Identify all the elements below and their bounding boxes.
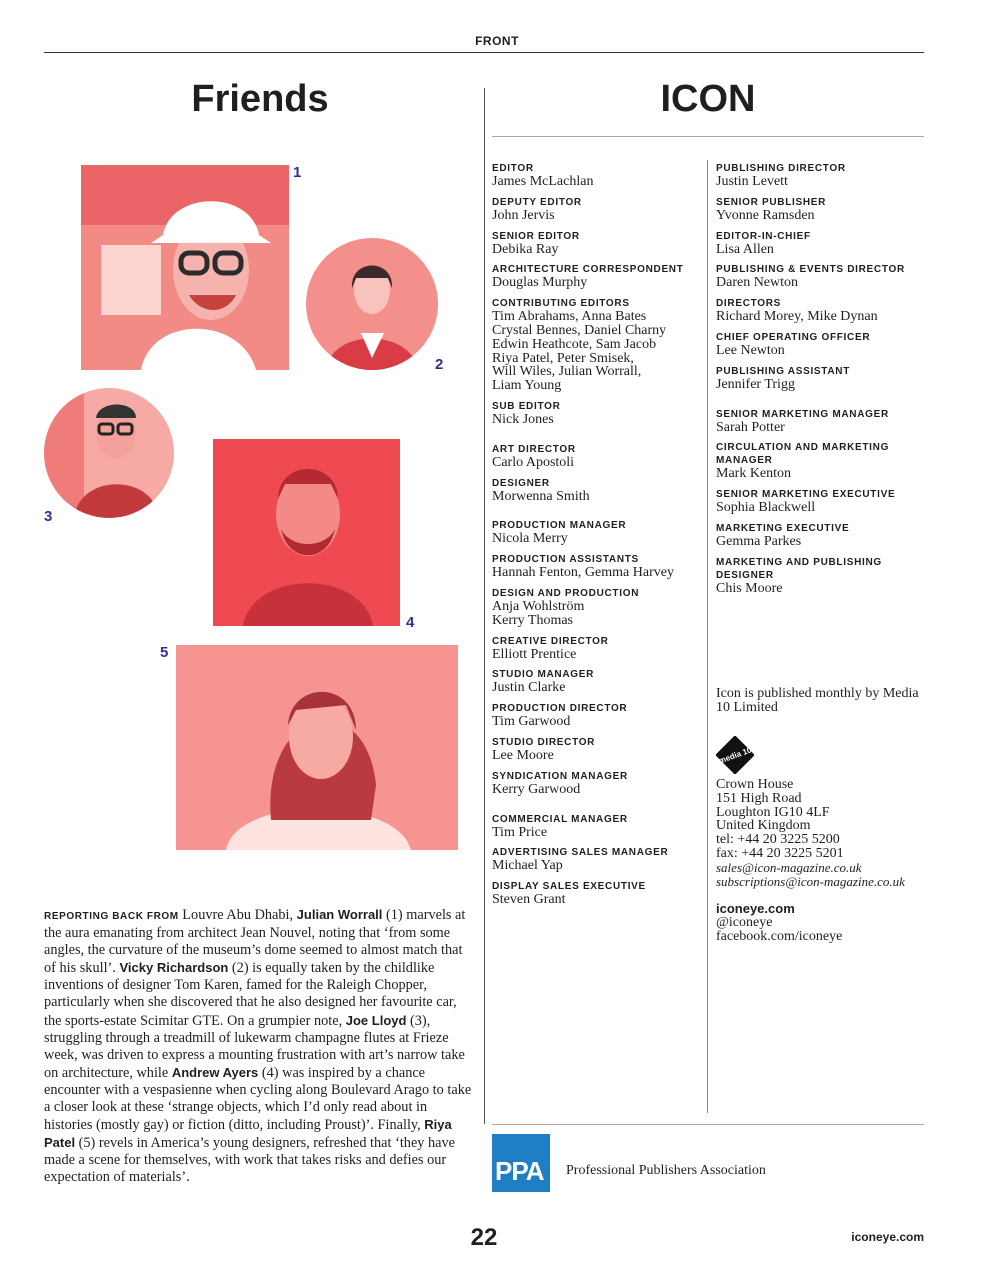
masthead-name: Jennifer Trigg (716, 376, 795, 392)
masthead-entry (716, 408, 924, 435)
caption-text: Louvre Abu Dhabi, (178, 907, 297, 923)
page-number: 22 (470, 1224, 498, 1251)
masthead-entry (716, 297, 924, 324)
masthead-name: Gemma Parkes (716, 533, 802, 549)
masthead-column-divider (707, 160, 708, 1113)
masthead-entry (492, 162, 704, 189)
photo-number: 3 (44, 508, 53, 525)
caption-name: Vicky Richardson (119, 960, 229, 976)
masthead-name: Edwin Heathcote, Sam Jacob (492, 336, 657, 352)
masthead-role: PRODUCTION DIRECTOR (492, 703, 628, 715)
ppa-name: Professional Publishers Association (566, 1163, 766, 1178)
caption-name: Andrew Ayers (171, 1064, 259, 1080)
caption-name: Joe Lloyd (345, 1012, 407, 1028)
masthead-name: Crystal Bennes, Daniel Charny (492, 322, 667, 338)
masthead-role: STUDIO MANAGER (492, 669, 595, 681)
masthead-column-2 (716, 162, 924, 603)
masthead-role: DEPUTY EDITOR (492, 196, 582, 208)
friends-caption (44, 906, 476, 1187)
masthead-entry (492, 230, 704, 257)
masthead-name: James McLachlan (492, 174, 594, 189)
masthead-role: PUBLISHING DIRECTOR (716, 163, 846, 174)
masthead-name: Riya Patel, Peter Smisek, (492, 350, 634, 366)
photo-julian-worrall (81, 165, 289, 370)
masthead-name: Nicola Merry (492, 531, 568, 547)
masthead-role: DESIGN AND PRODUCTION (492, 587, 640, 599)
masthead-entry (492, 813, 704, 840)
publisher-note: Icon is published monthly by Media 10 Limited (716, 686, 919, 715)
masthead-entry (716, 263, 924, 290)
masthead-entry (492, 668, 704, 695)
sales-email[interactable]: sales@icon-magazine.co.uk (716, 859, 862, 875)
caption-kicker: REPORTING BACK FROM (44, 911, 179, 922)
masthead-role: SENIOR MARKETING MANAGER (716, 408, 889, 420)
masthead-name: Daren Newton (716, 275, 799, 291)
web-links (716, 902, 924, 944)
caption-text: (3), struggling through a treadmill of lukewarm champagne flutes at Frieze week, was driven to express a mounting frustration with art’s narrow take on architecture, while (44, 1012, 465, 1081)
masthead-name: John Jervis (492, 207, 555, 223)
svg-text:media 10: media 10 (717, 745, 753, 766)
masthead-role: MARKETING AND PUBLISHING DESIGNER (716, 556, 882, 581)
caption-text: (4) was inspired by a chance encounter with a vespasienne when cycling along Boulevard Arago to take a closer look at these ‘strange objects, which I’d only read about in histories (mostly gay) or fiction (ditto, including Proust)’. Finally, (44, 1064, 472, 1134)
address-line: Crown House (716, 777, 794, 792)
masthead-name: Tim Garwood (492, 714, 571, 730)
masthead-role: SENIOR MARKETING EXECUTIVE (716, 489, 896, 501)
masthead-role: DISPLAY SALES EXECUTIVE (492, 881, 646, 893)
masthead-name: Elliott Prentice (492, 646, 577, 662)
photo-andrew-ayers (213, 439, 400, 626)
masthead-role: CIRCULATION AND MARKETING MANAGER (716, 442, 890, 467)
column-divider (484, 88, 485, 1124)
address-line: United Kingdom (716, 818, 811, 834)
masthead-entry (492, 553, 704, 580)
caption-text: (2) is equally taken by the childlike inventions of designer Tom Karen, famed for the Raleigh Chopper, particularly when she discovered that he also designed her favourite car, the sports-estate Scimitar GTE. On a grumpier note, (44, 960, 457, 1029)
masthead-name: Nick Jones (492, 411, 554, 427)
facebook-link[interactable]: facebook.com/iconeye (716, 929, 843, 944)
masthead-name: Carlo Apostoli (492, 454, 575, 470)
masthead-name: Kerry Garwood (492, 781, 581, 797)
masthead-name: Hannah Fenton, Gemma Harvey (492, 565, 674, 581)
masthead-column-1 (492, 162, 704, 914)
masthead-entry (492, 587, 704, 628)
masthead-entry (492, 297, 704, 393)
masthead-role: EDITOR-IN-CHIEF (716, 230, 811, 242)
masthead-role: PUBLISHING & EVENTS DIRECTOR (716, 264, 905, 276)
masthead-role: PRODUCTION MANAGER (492, 520, 627, 532)
masthead-role: CONTRIBUTING EDITORS (492, 298, 630, 310)
masthead-role: ARCHITECTURE CORRESPONDENT (492, 264, 684, 276)
friends-title: Friends (191, 78, 329, 120)
masthead-role: PUBLISHING ASSISTANT (716, 365, 851, 377)
masthead-role: SENIOR PUBLISHER (716, 196, 827, 208)
website-link[interactable]: iconeye.com (716, 901, 795, 916)
masthead-name: Anja Wohlström (492, 598, 585, 614)
media10-logo (716, 736, 754, 774)
masthead-role: COMMERCIAL MANAGER (492, 813, 628, 825)
masthead-name: Richard Morey, Mike Dynan (716, 309, 878, 325)
masthead-entry (492, 196, 704, 223)
masthead-name: Yvonne Ramsden (716, 207, 815, 223)
masthead-name: Douglas Murphy (492, 275, 588, 291)
masthead-name: Steven Grant (492, 892, 566, 908)
masthead-name: Tim Price (492, 824, 548, 840)
photo-number: 5 (160, 644, 169, 661)
masthead-entry (716, 162, 924, 189)
twitter-handle[interactable]: @iconeye (716, 915, 773, 930)
masthead-rule (492, 136, 924, 137)
masthead-name: Sophia Blackwell (716, 500, 816, 516)
masthead-entry (492, 846, 704, 873)
masthead-name: Liam Young (492, 378, 562, 394)
masthead-name: Chis Moore (716, 580, 783, 596)
masthead-name: Will Wiles, Julian Worrall, (492, 364, 642, 380)
caption-name: Julian Worrall (296, 907, 383, 922)
photo-vicky-richardson (306, 238, 438, 370)
masthead-name: Mark Kenton (716, 466, 792, 482)
masthead-role: STUDIO DIRECTOR (492, 736, 596, 748)
masthead-role: SYNDICATION MANAGER (492, 770, 628, 782)
masthead-role: CREATIVE DIRECTOR (492, 635, 609, 647)
masthead-entry (716, 365, 924, 392)
photo-riya-patel (176, 645, 458, 850)
masthead-role: ART DIRECTOR (492, 443, 576, 455)
masthead-entry (716, 556, 924, 596)
masthead-role: MARKETING EXECUTIVE (716, 522, 850, 534)
masthead-role: SENIOR EDITOR (492, 230, 580, 242)
masthead-name: Michael Yap (492, 858, 563, 874)
masthead-entry (716, 488, 924, 515)
masthead-entry (716, 522, 924, 549)
masthead-entry (716, 331, 924, 358)
masthead-name: Morwenna Smith (492, 488, 590, 504)
phone-line: tel: +44 20 3225 5200 (716, 832, 840, 848)
masthead-role: ADVERTISING SALES MANAGER (492, 847, 669, 859)
masthead-role: DESIGNER (492, 477, 550, 489)
masthead-entry (492, 263, 704, 290)
masthead-entry (492, 443, 704, 470)
masthead-entry (492, 880, 704, 907)
photo-number: 4 (406, 614, 415, 631)
masthead-entry (492, 477, 704, 504)
publisher-address (716, 778, 924, 888)
masthead-name: Lisa Allen (716, 241, 774, 257)
subscriptions-email[interactable]: subscriptions@icon-magazine.co.uk (716, 873, 905, 889)
masthead-entry (492, 519, 704, 546)
caption-text: (1) marvels at the aura emanating from architect Jean Nouvel, noting that ‘from some angles, the curvature of the museum’s dome seemed to almost match that of his skull’. (44, 907, 466, 977)
masthead-entry (716, 230, 924, 257)
masthead-name: Justin Levett (716, 174, 788, 189)
address-line: 151 High Road (716, 790, 802, 806)
masthead-entry (492, 400, 704, 427)
bottom-rule (492, 1124, 924, 1125)
masthead-entry (492, 736, 704, 763)
masthead-entry (492, 702, 704, 729)
masthead-name: Kerry Thomas (492, 612, 573, 628)
masthead-role: CHIEF OPERATING OFFICER (716, 331, 871, 343)
ppa-logo (492, 1134, 550, 1192)
address-line: Loughton IG10 4LF (716, 804, 830, 820)
masthead-entry (492, 635, 704, 662)
masthead-title: ICON (660, 78, 756, 120)
masthead-role: DIRECTORS (716, 298, 782, 310)
photo-number: 1 (293, 164, 302, 181)
top-rule (44, 52, 924, 53)
masthead-role: PRODUCTION ASSISTANTS (492, 554, 639, 566)
masthead-entry (716, 441, 924, 481)
masthead-name: Lee Moore (492, 747, 554, 763)
masthead-role: EDITOR (492, 163, 534, 174)
masthead-name: Sarah Potter (716, 419, 785, 435)
photo-joe-lloyd (44, 388, 174, 518)
masthead-entry (492, 770, 704, 797)
masthead-entry (716, 196, 924, 223)
caption-name: Riya Patel (44, 1117, 452, 1151)
masthead-role: SUB EDITOR (492, 400, 561, 412)
caption-text: (5) revels in America’s young designers, refreshed that ‘they have made a scene for themselves, with work that takes risks and defies our expectation of materials’. (44, 1135, 456, 1186)
fax-line: fax: +44 20 3225 5201 (716, 845, 844, 861)
ppa-logo-text: PPA (495, 1156, 544, 1186)
masthead-name: Tim Abrahams, Anna Bates (492, 309, 647, 325)
footer-website[interactable]: iconeye.com (851, 1230, 924, 1244)
masthead-name: Lee Newton (716, 342, 785, 358)
masthead-name: Justin Clarke (492, 680, 566, 696)
photo-number: 2 (435, 356, 444, 373)
section-label: FRONT (475, 34, 519, 48)
masthead-name: Debika Ray (492, 241, 559, 257)
